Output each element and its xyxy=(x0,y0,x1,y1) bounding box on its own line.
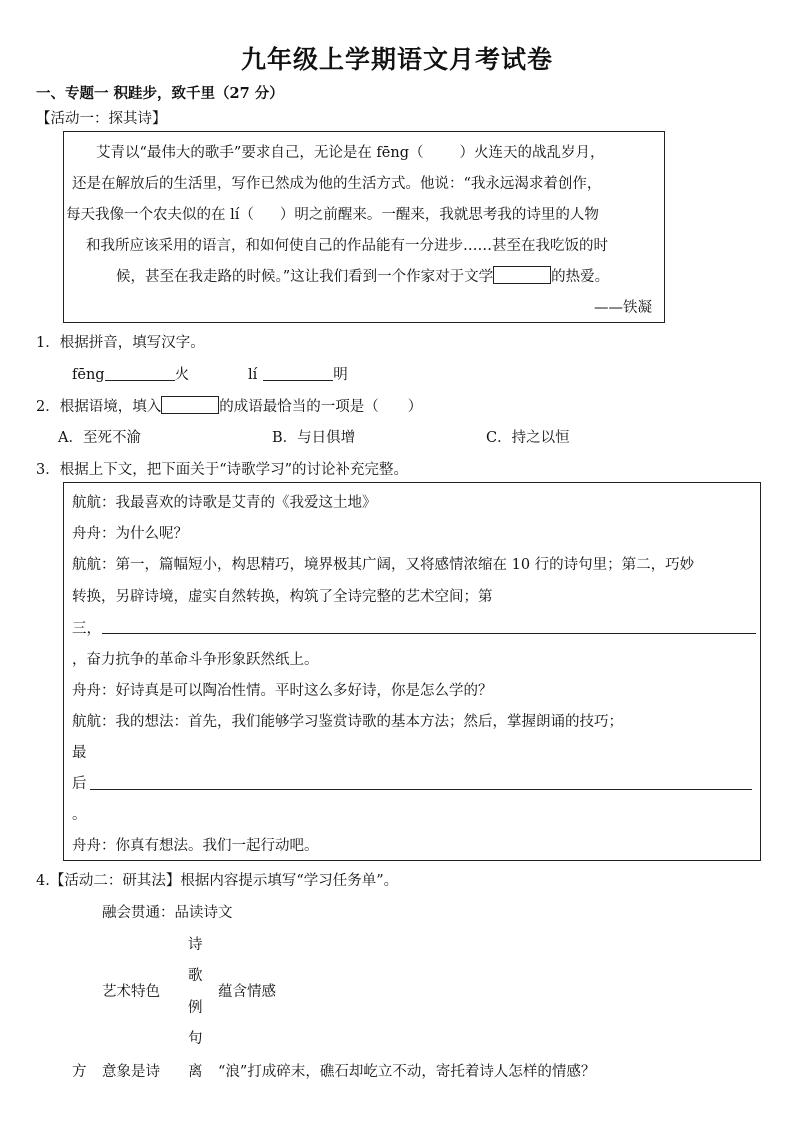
passage-text: ）火连天的战乱岁月， xyxy=(459,145,605,161)
word-tail: 火 xyxy=(174,367,190,383)
question-1-blank-2 xyxy=(248,363,348,384)
dialogue-line: 最 xyxy=(72,745,87,761)
passage-line-3 xyxy=(66,203,599,224)
dialogue-line: 航航：第一，篇幅短小，构思精巧，境界极其广阔，又将感情浓缩在 10 行的诗句里；第二，巧妙 xyxy=(72,557,695,573)
task-sheet-header-example-4: 句 xyxy=(188,1031,203,1047)
question-text: 的成语最恰当的一项是（ ） xyxy=(219,399,423,415)
question-1-stem: 1．根据拼音，填写汉字。 xyxy=(36,335,205,351)
answer-line[interactable] xyxy=(90,789,752,790)
passage-line-2: 还是在解放后的生活里，写作已然成为他的生活方式。他说：“我永远渴求着创作， xyxy=(72,176,602,192)
dialogue-line: 三， xyxy=(72,621,101,637)
activity-heading: 【活动一：探其诗】 xyxy=(36,111,167,127)
option-a[interactable]: A．至死不渝 xyxy=(58,430,141,446)
dialogue-line: 舟舟：为什么呢？ xyxy=(72,526,188,542)
dialogue-line: 航航：我的想法：首先，我们能够学习鉴赏诗歌的基本方法；然后，掌握朗诵的技巧； xyxy=(72,714,623,730)
passage-text: 的热爱。 xyxy=(551,269,610,285)
pinyin: lí xyxy=(248,367,258,383)
task-sheet-header-emotion: 蕴含情感 xyxy=(218,984,276,1000)
task-sheet-cell: 方 xyxy=(72,1064,87,1080)
task-sheet-cell: 意象是诗 xyxy=(102,1064,160,1080)
dialogue-line: 舟舟：好诗真是可以陶冶性情。平时这么多好诗，你是怎么学的？ xyxy=(72,683,493,699)
passage-line-1 xyxy=(96,141,605,162)
word-tail: 明 xyxy=(333,367,348,383)
question-text: 2．根据语境，填入 xyxy=(36,399,162,415)
blank-box-reference xyxy=(161,396,219,414)
dialogue-line: ，奋力抗争的革命斗争形象跃然纸上。 xyxy=(72,652,319,668)
dialogue-line: 。 xyxy=(72,807,87,823)
answer-underline[interactable] xyxy=(263,366,333,381)
task-sheet-header-feature: 艺术特色 xyxy=(102,984,160,1000)
passage-text: 艾青以“最伟大的歌手”要求自己，无论是在 fēng（ xyxy=(96,145,424,161)
passage-line-4: 和我所应该采用的语言，和如何使自己的作品能有一分进步……甚至在我吃饭的时 xyxy=(86,238,608,254)
passage-text: 候，甚至在我走路的时候。”这让我们看到一个作家对于文学 xyxy=(116,269,494,285)
passage-text: 每天我像一个农夫似的在 lí（ xyxy=(66,207,254,223)
task-sheet-header-example-1: 诗 xyxy=(188,937,203,953)
section-heading: 一、专题一 积跬步，致千里（27 分） xyxy=(36,85,284,102)
question-4-stem: 4.【活动二：研其法】根据内容提示填写“学习任务单”。 xyxy=(36,873,399,889)
option-c[interactable]: C．持之以恒 xyxy=(486,430,570,446)
page-title: 九年级上学期语文月考试卷 xyxy=(240,45,553,74)
dialogue-line: 转换，另辟诗境，虚实自然转换，构筑了全诗完整的艺术空间；第 xyxy=(72,589,493,605)
answer-underline[interactable] xyxy=(105,366,175,381)
question-2-stem xyxy=(36,395,422,416)
dialogue-line: 舟舟：你真有想法。我们一起行动吧。 xyxy=(72,838,319,854)
dialogue-line: 后 xyxy=(72,776,87,792)
task-sheet-cell: “浪”打成碎末，礁石却屹立不动，寄托着诗人怎样的情感？ xyxy=(218,1064,596,1080)
answer-line[interactable] xyxy=(102,633,756,634)
task-sheet-header-example-2: 歌 xyxy=(188,968,203,984)
passage-line-5 xyxy=(116,265,609,286)
option-b[interactable]: B．与日俱增 xyxy=(272,430,356,446)
question-3-stem: 3．根据上下文，把下面关于“诗歌学习”的讨论补充完整。 xyxy=(36,462,409,478)
task-sheet-cell: 离 xyxy=(188,1064,203,1080)
task-sheet-row-title: 融会贯通：品读诗文 xyxy=(102,905,233,921)
pinyin: fēng xyxy=(72,367,105,383)
task-sheet-header-example-3: 例 xyxy=(188,1000,203,1016)
passage-source: ——铁凝 xyxy=(594,300,652,316)
answer-blank-box[interactable] xyxy=(493,266,551,284)
passage-text: ）明之前醒来。一醒来，我就思考我的诗里的人物 xyxy=(279,207,599,223)
dialogue-line: 航航：我最喜欢的诗歌是艾青的《我爱这土地》 xyxy=(72,495,377,511)
question-1-blank-1 xyxy=(72,363,189,384)
